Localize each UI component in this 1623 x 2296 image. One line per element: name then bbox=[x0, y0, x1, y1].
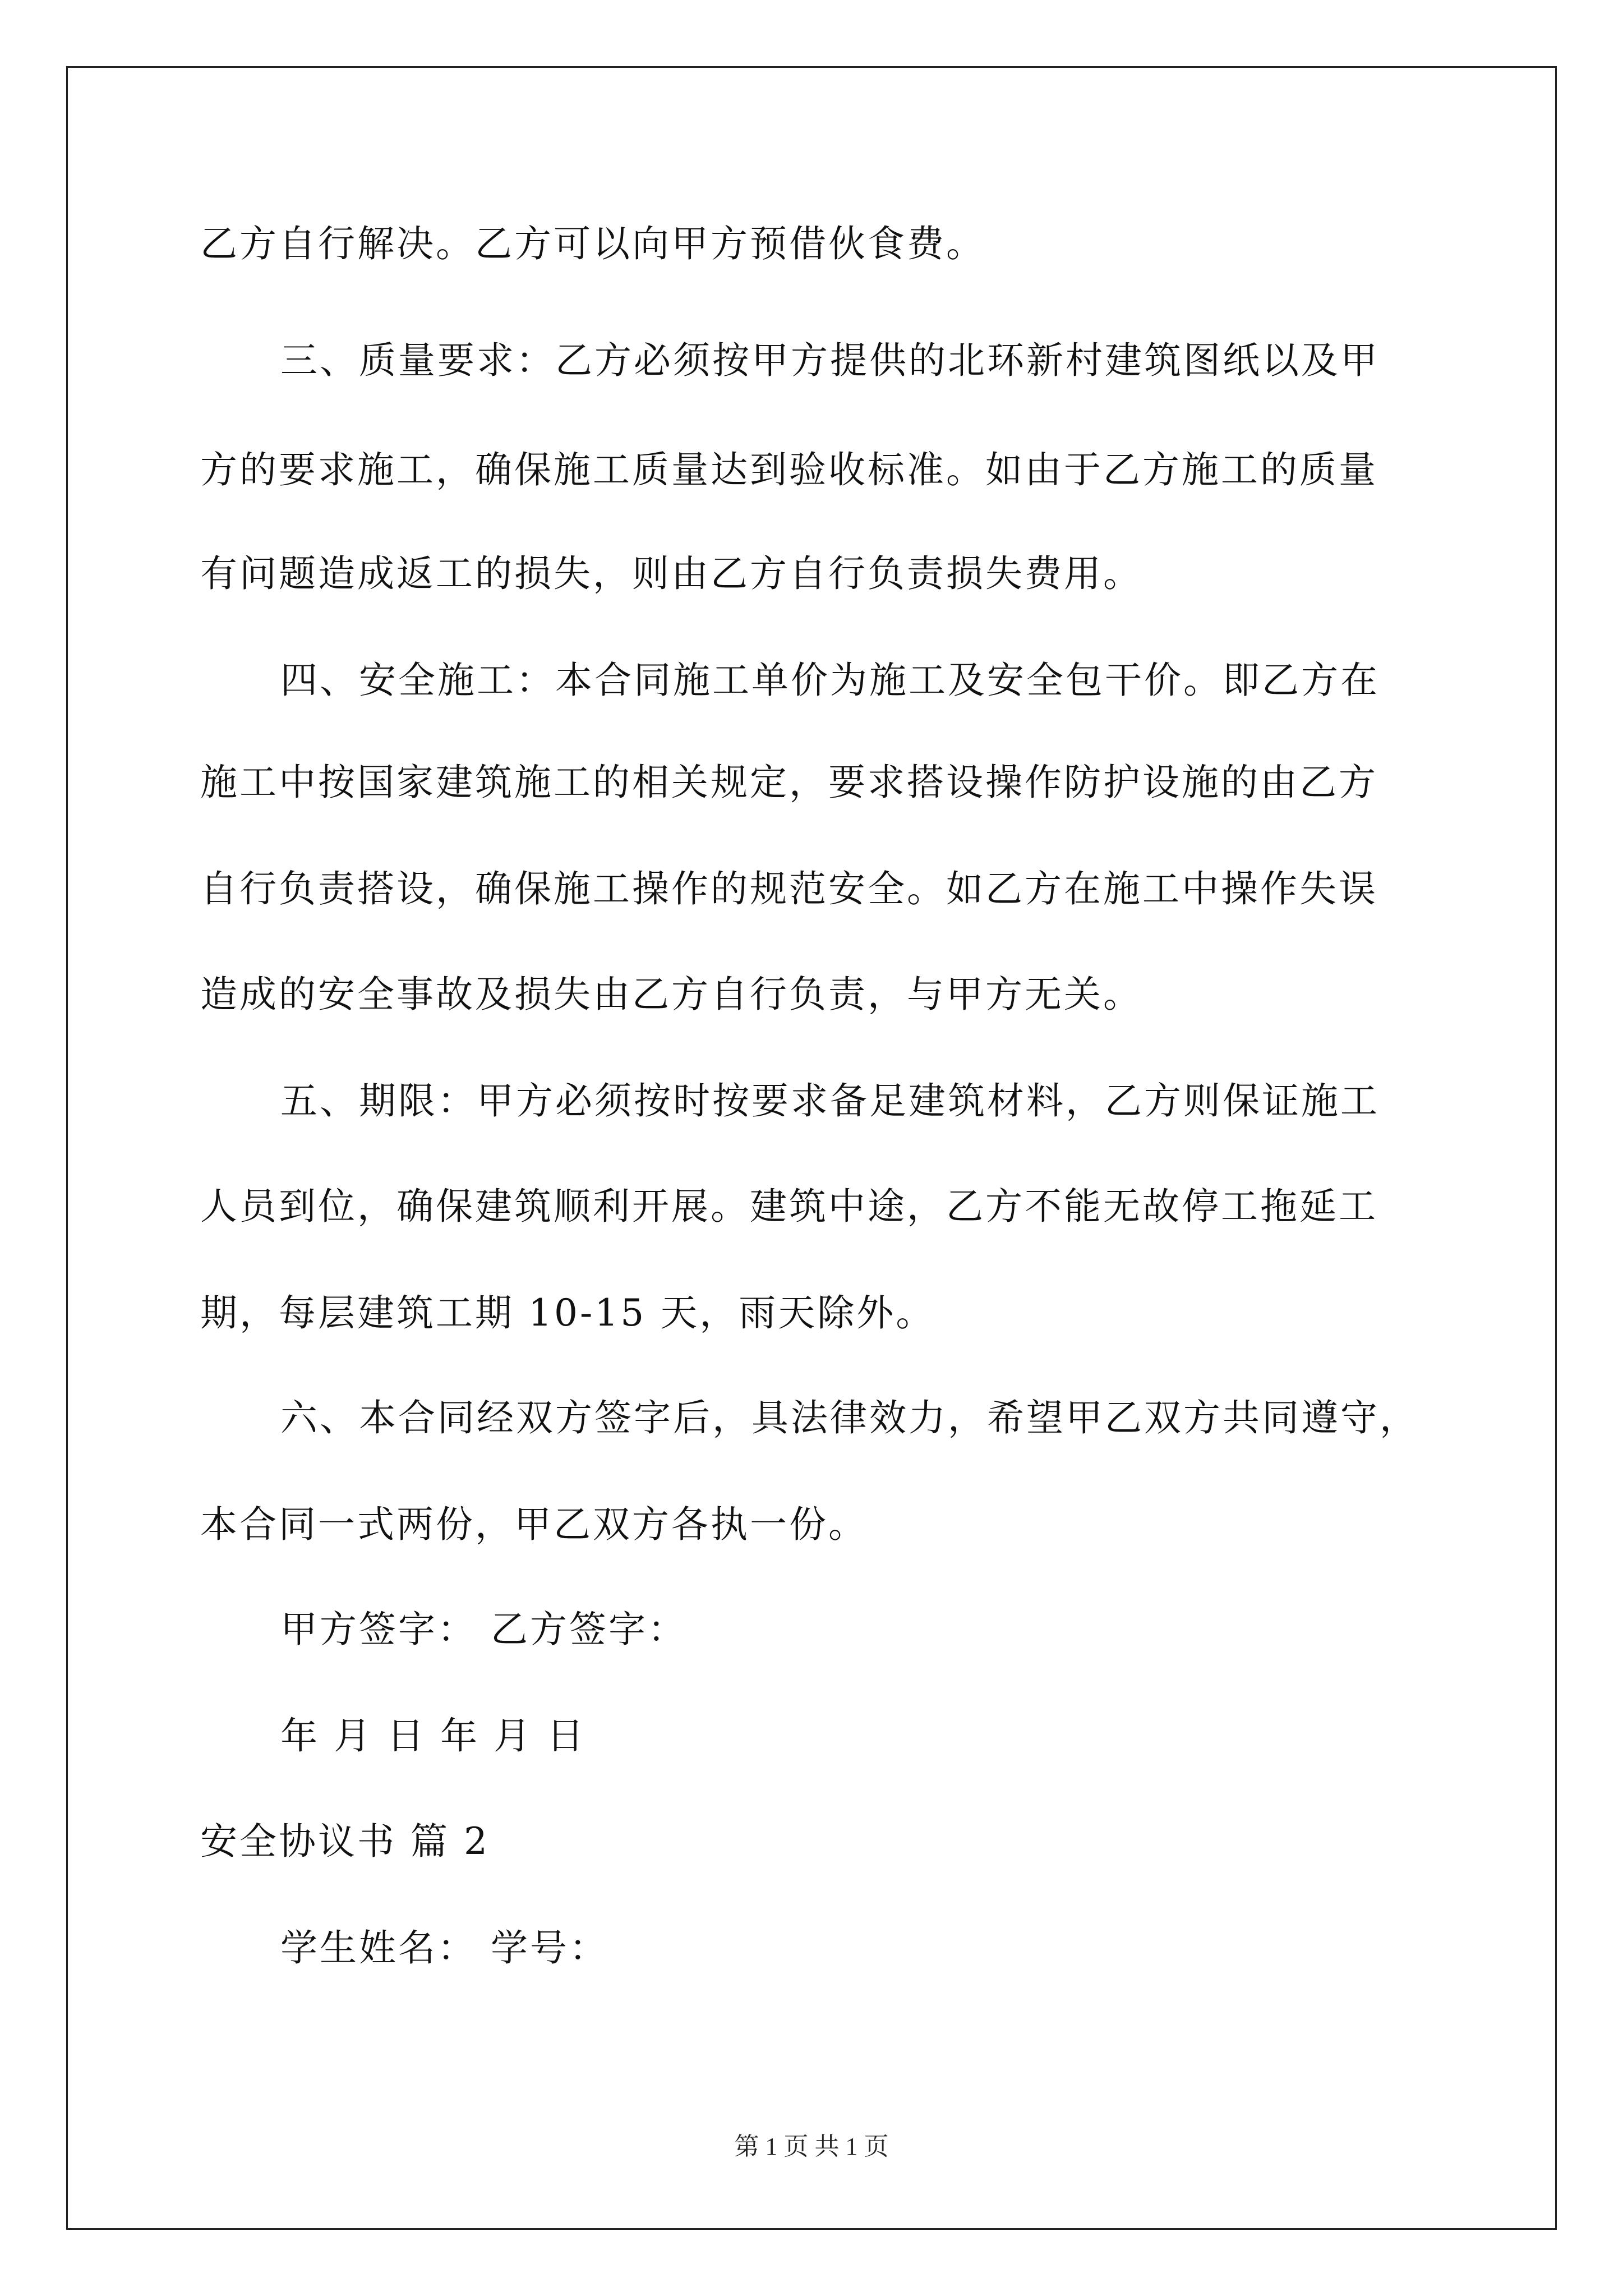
body-line-4: 有问题造成返工的损失，则由乙方自行负责损失费用。 bbox=[200, 552, 1142, 595]
signature-line: 甲方签字： 乙方签字： bbox=[280, 1608, 687, 1651]
body-line-7: 自行负责搭设，确保施工操作的规范安全。如乙方在施工中操作失误 bbox=[200, 867, 1378, 910]
page-footer: 第 1 页 共 1 页 bbox=[734, 2133, 889, 2160]
body-line-11: 期，每层建筑工期 10-15 天，雨天除外。 bbox=[200, 1291, 935, 1335]
body-line-1: 乙方自行解决。乙方可以向甲方预借伙食费。 bbox=[200, 222, 985, 265]
body-line-9: 五、期限：甲方必须按时按要求备足建筑材料，乙方则保证施工 bbox=[280, 1079, 1380, 1122]
student-info-line: 学生姓名： 学号： bbox=[280, 1926, 608, 1970]
body-line-8: 造成的安全事故及损失由乙方自行负责，与甲方无关。 bbox=[200, 973, 1142, 1016]
body-line-2: 三、质量要求：乙方必须按甲方提供的北环新村建筑图纸以及甲 bbox=[280, 339, 1380, 382]
body-line-13: 本合同一式两份，甲乙双方各执一份。 bbox=[200, 1503, 868, 1546]
body-line-3: 方的要求施工，确保施工质量达到验收标准。如由于乙方施工的质量 bbox=[200, 448, 1378, 491]
body-line-12: 六、本合同经双方签字后，具法律效力，希望甲乙双方共同遵守， bbox=[280, 1396, 1419, 1439]
page-border bbox=[66, 66, 1557, 2230]
body-line-10: 人员到位，确保建筑顺利开展。建筑中途，乙方不能无故停工拖延工 bbox=[200, 1185, 1378, 1228]
date-line: 年 月 日 年 月 日 bbox=[280, 1714, 586, 1757]
section-heading: 安全协议书 篇 2 bbox=[200, 1820, 490, 1863]
body-line-5: 四、安全施工：本合同施工单价为施工及安全包干价。即乙方在 bbox=[280, 659, 1380, 702]
body-line-6: 施工中按国家建筑施工的相关规定，要求搭设操作防护设施的由乙方 bbox=[200, 761, 1378, 804]
